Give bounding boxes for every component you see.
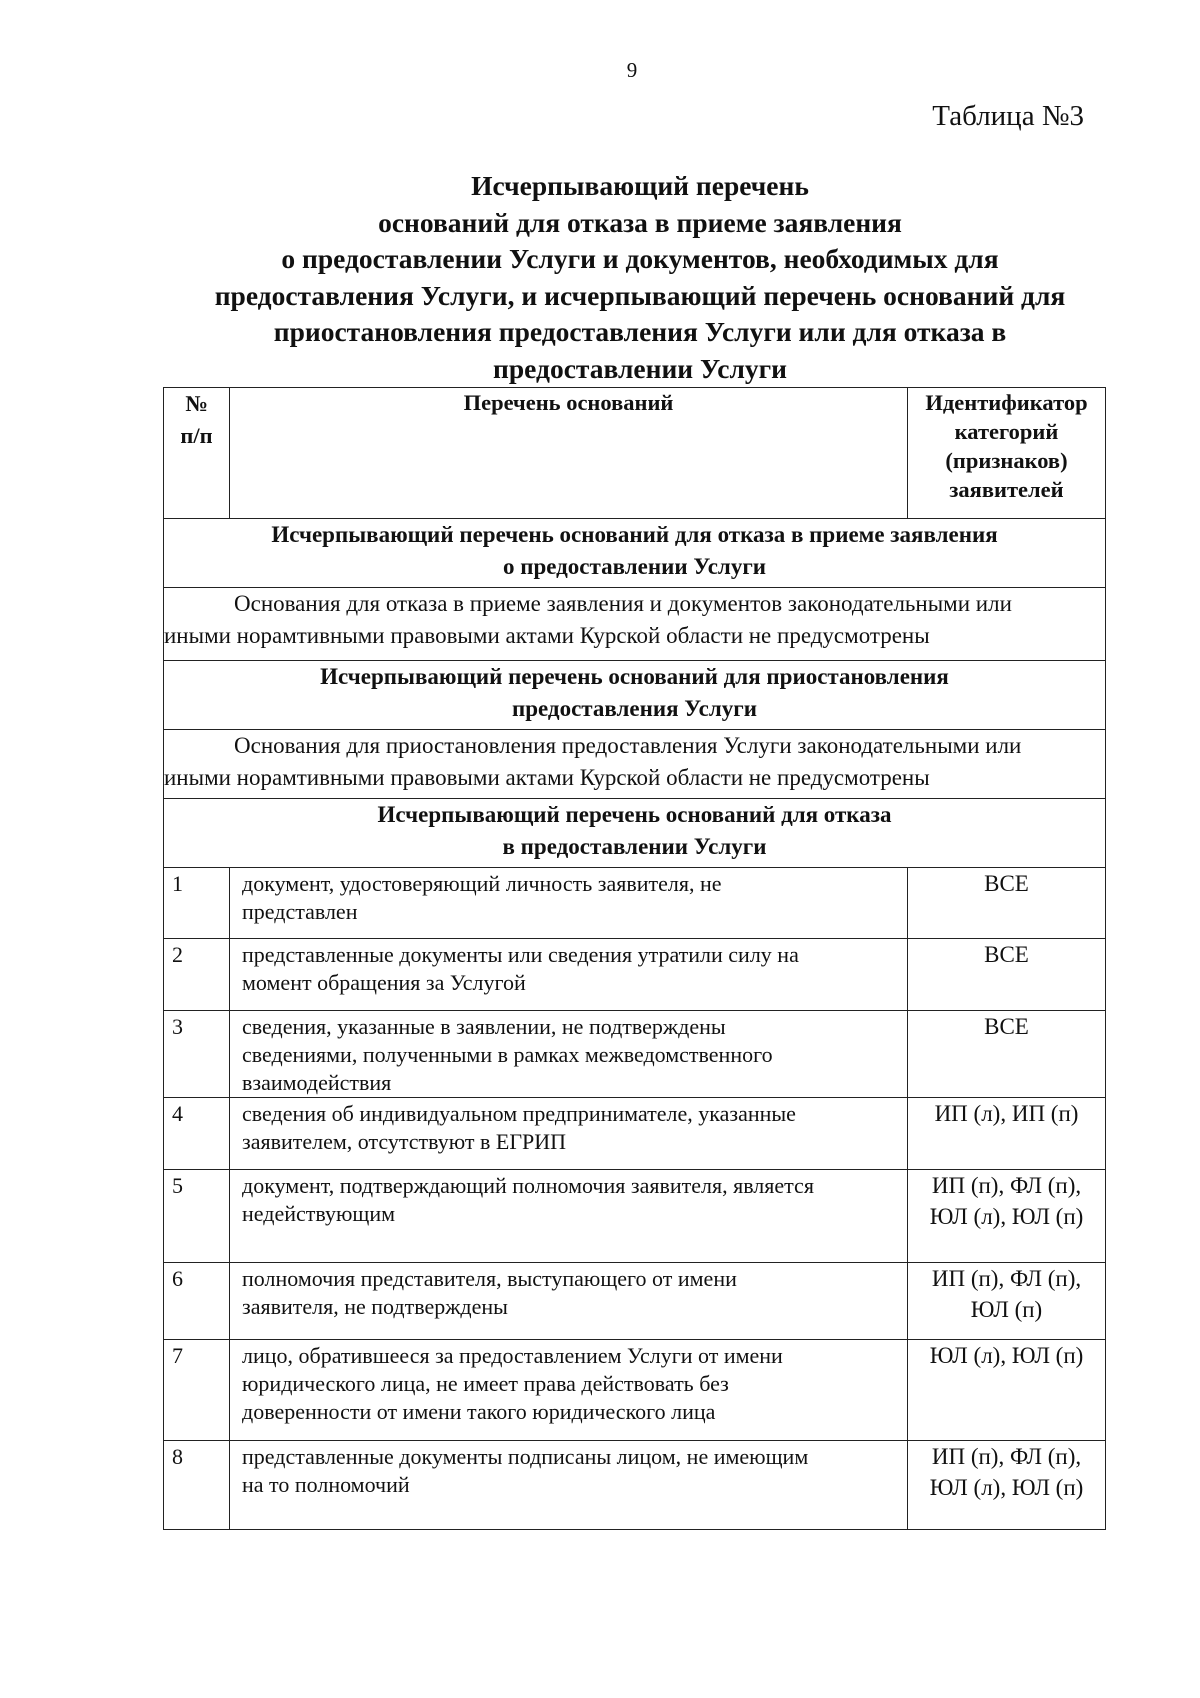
title-line: оснований для отказа в приеме заявления xyxy=(378,206,902,238)
page-number: 9 xyxy=(626,58,638,82)
table-row xyxy=(164,1263,1106,1340)
row-number: 1 xyxy=(164,868,230,939)
table-header-row xyxy=(164,388,1106,519)
row-identifier: ВСЕ xyxy=(908,868,1106,939)
row-identifier: ИП (п), ФЛ (п), ЮЛ (л), ЮЛ (п) xyxy=(908,1441,1106,1530)
row-reason: документ, подтверждающий полномочия заявителя, является недействующим xyxy=(230,1170,908,1263)
row-number: 6 xyxy=(164,1263,230,1340)
table-row xyxy=(164,1098,1106,1170)
section-note-reception: Основания для отказа в приеме заявления и документов законодательными или иными норамтивными правовыми актами Курской области не предусмотрены xyxy=(164,588,1106,661)
row-number: 8 xyxy=(164,1441,230,1530)
row-reason: документ, удостоверяющий личность заявителя, не представлен xyxy=(230,868,908,939)
table-row xyxy=(164,939,1106,1011)
title-line: предоставления Услуги, и исчерпывающий перечень оснований для xyxy=(214,279,1066,311)
document-title xyxy=(140,168,1140,387)
header-num: № п/п xyxy=(164,388,230,519)
table-label: Таблица №3 xyxy=(932,100,1084,132)
row-number: 2 xyxy=(164,939,230,1011)
row-identifier: ЮЛ (л), ЮЛ (п) xyxy=(908,1340,1106,1441)
row-identifier: ИП (п), ФЛ (п), ЮЛ (л), ЮЛ (п) xyxy=(908,1170,1106,1263)
section-heading-reception: Исчерпывающий перечень оснований для отказа в приеме заявления о предоставлении Услуги xyxy=(164,519,1106,588)
row-number: 4 xyxy=(164,1098,230,1170)
table-row xyxy=(164,1441,1106,1530)
row-reason: лицо, обратившееся за предоставлением Услуги от имени юридического лица, не имеет права действовать без доверенности от имени такого юридического лица xyxy=(230,1340,908,1441)
row-number: 3 xyxy=(164,1011,230,1098)
title-line: приостановления предоставления Услуги или для отказа в xyxy=(273,316,1007,347)
row-identifier: ИП (п), ФЛ (п), ЮЛ (п) xyxy=(908,1263,1106,1340)
row-identifier: ИП (л), ИП (п) xyxy=(908,1098,1106,1170)
row-reason: представленные документы или сведения утратили силу на момент обращения за Услугой xyxy=(230,939,908,1011)
header-reasons: Перечень оснований xyxy=(230,388,908,519)
row-reason: представленные документы подписаны лицом, не имеющим на то полномочий xyxy=(230,1441,908,1530)
row-reason: полномочия представителя, выступающего от имени заявителя, не подтверждены xyxy=(230,1263,908,1340)
row-number: 7 xyxy=(164,1340,230,1441)
section-heading-suspension: Исчерпывающий перечень оснований для приостановления предоставления Услуги xyxy=(164,661,1106,730)
title-line: Исчерпывающий перечень xyxy=(471,170,809,201)
header-identifier: Идентификатор категорий (признаков) заявителей xyxy=(908,388,1106,519)
table-row xyxy=(164,1340,1106,1441)
table-row xyxy=(164,1170,1106,1263)
row-number: 5 xyxy=(164,1170,230,1263)
table-row xyxy=(164,868,1106,939)
section-heading-refusal: Исчерпывающий перечень оснований для отказа в предоставлении Услуги xyxy=(164,799,1106,868)
reasons-table xyxy=(163,387,1106,1530)
section-note-suspension: Основания для приостановления предоставления Услуги законодательными или иными норамтивными правовыми актами Курской области не предусмотрены xyxy=(164,730,1106,799)
row-reason: сведения об индивидуальном предпринимателе, указанные заявителем, отсутствуют в ЕГРИП xyxy=(230,1098,908,1170)
table-row xyxy=(164,1011,1106,1098)
row-reason: сведения, указанные в заявлении, не подтверждены сведениями, полученными в рамках межведомственного взаимодействия xyxy=(230,1011,908,1098)
row-identifier: ВСЕ xyxy=(908,939,1106,1011)
title-line: о предоставлении Услуги и документов, необходимых для xyxy=(281,243,999,274)
row-identifier: ВСЕ xyxy=(908,1011,1106,1098)
title-line: предоставлении Услуги xyxy=(493,352,787,384)
